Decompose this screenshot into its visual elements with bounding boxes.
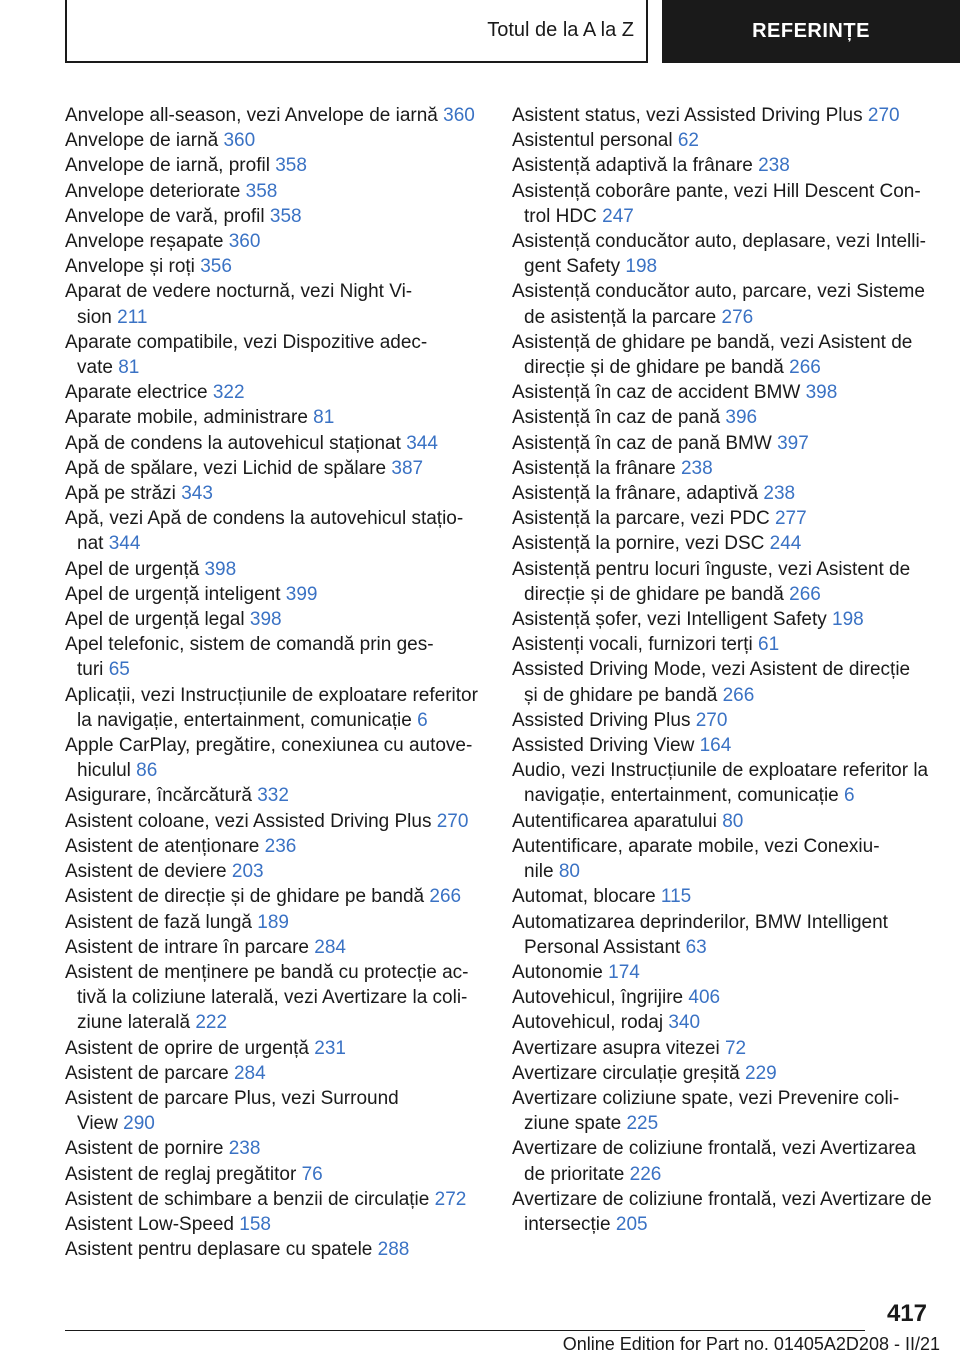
index-entry-text: Asistent pentru deplasare cu spatele — [65, 1239, 373, 1261]
page-reference-link[interactable]: 72 — [724, 1037, 747, 1059]
page-reference-link[interactable]: 343 — [181, 483, 213, 505]
index-entry-text: Asistent de intrare în parcare — [65, 936, 309, 958]
index-entry-text: Anvelope de vară, profil — [65, 205, 265, 227]
page-reference-link[interactable]: 189 — [257, 911, 289, 933]
page-reference-link[interactable]: 360 — [228, 231, 261, 253]
page-reference-link[interactable]: 397 — [777, 432, 809, 454]
index-entry — [512, 960, 937, 985]
index-entry-text: ziune spate — [524, 1113, 622, 1135]
page-reference-link[interactable]: 247 — [602, 205, 634, 227]
index-entry — [512, 330, 937, 380]
index-entry — [512, 834, 937, 884]
index-entry-text: Asistenți vocali, furnizori terți — [512, 634, 753, 656]
page-reference-link[interactable]: 65 — [108, 659, 130, 681]
index-entry-text: Automat, blocare — [512, 886, 656, 908]
index-entry-text: și de ghidare pe bandă — [524, 684, 718, 706]
index-entry-text: Anvelope de iarnă, profil — [65, 155, 270, 177]
index-entry-text: Asistent de atenționare — [65, 835, 260, 857]
index-entry — [512, 179, 937, 229]
page-reference-link[interactable]: 81 — [118, 357, 140, 379]
index-entry-text: navigație, entertainment, comunicație — [524, 785, 839, 807]
page-reference-link[interactable]: 231 — [314, 1037, 346, 1059]
index-entry-text: Assisted Driving View — [512, 735, 695, 757]
page-reference-link[interactable]: 80 — [558, 861, 580, 883]
index-entry — [65, 1086, 477, 1136]
page-reference-link[interactable]: 360 — [223, 130, 256, 152]
index-entry-text: Anvelope all-season, vezi Anvelope de iarnă — [65, 105, 438, 126]
index-entry-text: de asistență la parcare — [524, 306, 717, 328]
chapter-title: REFERINȚE — [752, 20, 870, 42]
index-entry — [512, 1136, 937, 1186]
index-entry — [65, 1187, 477, 1212]
index-entry-text: Asistență în caz de pană BMW — [512, 432, 772, 454]
page-reference-link[interactable]: 76 — [301, 1163, 323, 1185]
page-reference-link[interactable]: 236 — [264, 835, 297, 857]
index-entry-text: Avertizare de coliziune frontală, vezi Avertizare de — [512, 1188, 932, 1210]
page-reference-link[interactable]: 344 — [406, 432, 438, 454]
page-reference-link[interactable]: 272 — [434, 1188, 467, 1210]
page-reference-link[interactable]: 164 — [699, 735, 732, 757]
page-reference-link[interactable]: 158 — [239, 1213, 271, 1235]
page-reference-link[interactable]: 277 — [774, 508, 807, 530]
page-reference-link[interactable]: 284 — [314, 936, 346, 958]
page-reference-link[interactable]: 6 — [417, 709, 428, 731]
index-entry — [65, 834, 477, 859]
page-reference-link[interactable]: 61 — [758, 634, 780, 656]
page-reference-link[interactable]: 198 — [832, 609, 864, 631]
index-entry — [65, 1136, 477, 1161]
index-entry-text: Asistent de direcție și de ghidare pe bandă — [65, 886, 425, 908]
index-entry — [65, 1162, 477, 1187]
index-entry-text: Apă de spălare, vezi Lichid de spălare — [65, 457, 387, 479]
index-entry — [65, 456, 477, 481]
index-entry-text: Asistență la frânare, adaptivă — [512, 483, 759, 505]
index-entry — [512, 632, 937, 657]
page-reference-link[interactable]: 86 — [136, 760, 158, 782]
index-entry — [65, 783, 477, 808]
index-entry-text: tivă la coliziune laterală, vezi Avertizare la coli- — [77, 987, 468, 1009]
index-entry — [512, 1061, 937, 1086]
index-entry-text: Asistență în caz de pană — [512, 407, 721, 429]
index-entry-text: Asistent de oprire de urgență — [65, 1037, 309, 1059]
index-entry-text: Assisted Driving Plus — [512, 709, 691, 731]
index-entry-text: Asistență adaptivă la frânare — [512, 155, 753, 177]
index-entry — [512, 405, 937, 430]
index-entry — [512, 531, 937, 556]
index-entry — [65, 128, 477, 153]
index-entry — [65, 935, 477, 960]
index-entry-text: Anvelope și roți — [65, 256, 195, 278]
index-entry — [512, 1010, 937, 1035]
index-entry-text: Aparat de vedere nocturnă, vezi Night Vi- — [65, 281, 413, 303]
index-entry — [512, 657, 937, 707]
index-entry — [512, 481, 937, 506]
index-entry-text: Autovehicul, îngrijire — [512, 987, 684, 1009]
index-entry — [65, 103, 477, 128]
index-entry-text: Aplicații, vezi Instrucțiunile de exploatare referitor — [65, 684, 478, 706]
page-reference-link[interactable]: 238 — [680, 457, 713, 479]
index-entry-text: Avertizare circulație greșită — [512, 1062, 740, 1084]
index-entry — [512, 1086, 937, 1136]
page-reference-link[interactable]: 358 — [245, 180, 278, 202]
page-reference-link[interactable]: 244 — [769, 533, 802, 555]
index-entry — [65, 1237, 477, 1262]
index-entry — [512, 279, 937, 329]
index-entry-text: Autovehicul, rodaj — [512, 1012, 664, 1034]
index-entry — [512, 103, 937, 128]
index-entry — [65, 431, 477, 456]
page-reference-link[interactable]: 205 — [615, 1213, 648, 1235]
index-entry-text: Asigurare, încărcătură — [65, 785, 252, 807]
index-entry — [65, 506, 477, 556]
page-reference-link[interactable]: 398 — [204, 558, 237, 580]
index-entry-text: sion — [77, 306, 112, 328]
index-entry — [65, 405, 477, 430]
index-entry — [512, 1036, 937, 1061]
index-entry-text: Asistentul personal — [512, 130, 673, 152]
index-entry — [512, 607, 937, 632]
index-entry — [65, 179, 477, 204]
index-entry — [65, 582, 477, 607]
index-entry-text: Apă, vezi Apă de condens la autovehicul stațio- — [65, 508, 464, 530]
page-reference-link[interactable]: 276 — [721, 306, 754, 328]
index-entry-text: Asistență la pornire, vezi DSC — [512, 533, 765, 555]
section-title: Totul de la A la Z — [487, 19, 634, 41]
index-entry-text: de prioritate — [524, 1163, 625, 1185]
footer-edition-text: Online Edition for Part no. 01405A2D208 - II/21 — [562, 1334, 940, 1354]
page-reference-link[interactable]: 174 — [608, 961, 640, 983]
index-entry-text: Apple CarPlay, pregătire, conexiunea cu autove- — [65, 735, 473, 757]
page-reference-link[interactable]: 356 — [200, 256, 232, 278]
index-entry-text: Apel de urgență inteligent — [65, 583, 281, 605]
index-entry-text: Apă pe străzi — [65, 483, 176, 505]
index-entry-text: Anvelope reșapate — [65, 231, 224, 253]
index-entry-text: direcție și de ghidare pe bandă — [524, 357, 784, 379]
page-reference-link[interactable]: 80 — [722, 810, 744, 832]
index-entry-text: Asistent status, vezi Assisted Driving Plus — [512, 105, 863, 126]
index-entry-text: Asistent de menținere pe bandă cu protecție ac- — [65, 961, 469, 983]
index-entry-text: nile — [524, 861, 554, 883]
index-entry-text: ziune laterală — [77, 1012, 191, 1034]
page-reference-link[interactable]: 266 — [789, 357, 821, 379]
index-entry-text: Apel de urgență — [65, 558, 200, 580]
index-entry — [512, 708, 937, 733]
index-entry — [65, 1061, 477, 1086]
index-entry-text: Apel de urgență legal — [65, 609, 245, 631]
page-reference-link[interactable]: 238 — [763, 483, 796, 505]
index-entry — [512, 910, 937, 960]
index-entry-text: direcție și de ghidare pe bandă — [524, 583, 784, 605]
index-entry-text: Apel telefonic, sistem de comandă prin ges- — [65, 634, 434, 656]
page-number: 417 — [886, 1300, 927, 1327]
index-entry — [65, 1036, 477, 1061]
page-reference-link[interactable]: 387 — [391, 457, 424, 479]
index-entry — [512, 758, 937, 808]
page-reference-link[interactable]: 284 — [233, 1062, 266, 1084]
page-reference-link[interactable]: 229 — [745, 1062, 777, 1084]
index-entry-text: hiculul — [77, 760, 131, 782]
index-entry-text: Avertizare de coliziune frontală, vezi Avertizarea — [512, 1138, 916, 1160]
index-entry-text: Autonomie — [512, 961, 603, 983]
index-entry — [65, 859, 477, 884]
index-entry — [65, 910, 477, 935]
index-entry-text: Avertizare coliziune spate, vezi Prevenire coli- — [512, 1087, 900, 1109]
page-reference-link[interactable]: 340 — [668, 1012, 701, 1034]
index-entry — [512, 1187, 937, 1237]
index-entry-text: nat — [77, 533, 104, 555]
index-entry-text: Asistență la frânare — [512, 457, 676, 479]
index-column-left — [65, 103, 477, 1262]
page-reference-link[interactable]: 198 — [625, 256, 658, 278]
page-reference-link[interactable]: 211 — [117, 306, 148, 328]
page-reference-link[interactable]: 406 — [688, 987, 721, 1009]
page-reference-link[interactable]: 63 — [685, 936, 707, 958]
page-reference-link[interactable]: 398 — [249, 609, 282, 631]
index-entry — [65, 1212, 477, 1237]
index-entry-text: Asistență conducător auto, deplasare, vezi Intelli- — [512, 231, 927, 253]
index-entry-text: Asistență la parcare, vezi PDC — [512, 508, 770, 530]
page-reference-link[interactable]: 322 — [212, 382, 245, 404]
page-reference-link[interactable]: 358 — [269, 205, 302, 227]
index-entry-text: Aparate electrice — [65, 382, 208, 404]
index-entry — [512, 884, 937, 909]
index-entry-text: vate — [77, 357, 113, 379]
page-reference-link[interactable]: 332 — [257, 785, 289, 807]
index-entry — [512, 380, 937, 405]
page-reference-link[interactable]: 62 — [677, 130, 699, 152]
index-entry — [65, 481, 477, 506]
index-entry-text: Autentificare, aparate mobile, vezi Conexiu- — [512, 835, 880, 857]
index-entry — [65, 607, 477, 632]
page-reference-link[interactable]: 238 — [758, 155, 790, 177]
index-entry — [65, 279, 477, 329]
index-entry-text: Asistență pentru locuri înguste, vezi Asistent de — [512, 558, 911, 580]
index-entry-text: Asistență conducător auto, parcare, vezi Sisteme — [512, 281, 925, 303]
index-entry-text: Asistent coloane, vezi Assisted Driving Plus — [65, 810, 432, 832]
index-entry-text: intersecție — [524, 1213, 611, 1235]
index-entry — [65, 733, 477, 783]
index-entry-text: Asistent de parcare Plus, vezi Surround — [65, 1087, 399, 1109]
page-reference-link[interactable]: 358 — [275, 155, 307, 177]
index-entry-text: trol HDC — [524, 205, 597, 227]
page-reference-link[interactable]: 290 — [123, 1113, 155, 1135]
page-reference-link[interactable]: 266 — [722, 684, 755, 706]
index-entry — [512, 733, 937, 758]
index-entry — [512, 456, 937, 481]
index-entry-text: Aparate compatibile, vezi Dispozitive adec- — [65, 331, 428, 353]
index-entry-text: Aparate mobile, administrare — [65, 407, 308, 429]
index-entry-text: Personal Assistant — [524, 936, 681, 958]
page-reference-link[interactable]: 266 — [789, 583, 821, 605]
index-entry-text: Asistent de deviere — [65, 861, 227, 883]
index-entry-text: Asistență șofer, vezi Intelligent Safety — [512, 609, 827, 631]
index-entry-text: Asistent de pornire — [65, 1138, 224, 1160]
index-entry — [65, 330, 477, 380]
index-entry — [65, 960, 477, 1036]
index-entry-text: Asistent de reglaj pregătitor — [65, 1163, 297, 1185]
page-reference-link[interactable]: 6 — [844, 785, 855, 807]
index-entry-text: Anvelope deteriorate — [65, 180, 241, 202]
page-reference-link[interactable]: 270 — [436, 810, 469, 832]
index-entry-text: gent Safety — [524, 256, 621, 278]
chapter-tab[interactable] — [662, 0, 960, 63]
index-entry-text: turi — [77, 659, 104, 681]
page-reference-link[interactable]: 115 — [660, 886, 692, 908]
index-entry — [65, 809, 477, 834]
index-entry — [512, 557, 937, 607]
index-entry-text: Assisted Driving Mode, vezi Asistent de direcție — [512, 659, 911, 681]
index-entry-text: Asistent de parcare — [65, 1062, 229, 1084]
page-reference-link[interactable]: 288 — [377, 1239, 410, 1261]
index-entry — [65, 884, 477, 909]
index-entry — [512, 431, 937, 456]
index-entry-text: Autentificarea aparatului — [512, 810, 717, 832]
index-entry-text: Asistență de ghidare pe bandă, vezi Asistent de — [512, 331, 913, 353]
index-entry — [512, 985, 937, 1010]
index-entry — [512, 128, 937, 153]
page-reference-link[interactable]: 344 — [108, 533, 141, 555]
page-reference-link[interactable]: 238 — [228, 1138, 261, 1160]
page-reference-link[interactable]: 360 — [443, 105, 475, 126]
page-reference-link[interactable]: 203 — [231, 861, 264, 883]
index-entry — [65, 254, 477, 279]
page-reference-link[interactable]: 222 — [195, 1012, 228, 1034]
index-entry-text: Asistent de fază lungă — [65, 911, 252, 933]
page-reference-link[interactable]: 81 — [313, 407, 335, 429]
index-entry — [65, 683, 477, 733]
index-column-right — [512, 103, 937, 1237]
index-entry — [512, 506, 937, 531]
index-entry — [65, 557, 477, 582]
index-entry-text: View — [77, 1113, 118, 1135]
index-entry — [512, 153, 937, 178]
index-entry — [65, 632, 477, 682]
page-reference-link[interactable]: 398 — [805, 382, 838, 404]
index-entry — [65, 380, 477, 405]
index-entry — [65, 204, 477, 229]
index-entry-text: Asistență în caz de accident BMW — [512, 382, 801, 404]
page-reference-link[interactable]: 270 — [695, 709, 728, 731]
index-entry-text: Anvelope de iarnă — [65, 130, 219, 152]
index-entry — [512, 229, 937, 279]
footer-divider — [65, 1330, 865, 1331]
index-entry — [65, 153, 477, 178]
index-entry-text: Avertizare asupra vitezei — [512, 1037, 720, 1059]
index-entry — [65, 229, 477, 254]
page-reference-link[interactable]: 225 — [626, 1113, 659, 1135]
page-reference-link[interactable]: 270 — [867, 105, 900, 126]
index-entry-text: la navigație, entertainment, comunicație — [77, 709, 412, 731]
section-title-tab — [65, 0, 648, 63]
index-entry-text: Asistență coborâre pante, vezi Hill Descent Con- — [512, 180, 921, 202]
page-reference-link[interactable]: 399 — [285, 583, 318, 605]
index-entry-text: Automatizarea deprinderilor, BMW Intelligent — [512, 911, 888, 933]
page-reference-link[interactable]: 266 — [429, 886, 462, 908]
index-entry-text: Asistent de schimbare a benzii de circulație — [65, 1188, 430, 1210]
page-reference-link[interactable]: 226 — [629, 1163, 662, 1185]
index-entry-text: Asistent Low-Speed — [65, 1213, 234, 1235]
index-entry-text: Audio, vezi Instrucțiunile de exploatare referitor la — [512, 760, 929, 782]
index-entry — [512, 809, 937, 834]
page-reference-link[interactable]: 396 — [725, 407, 758, 429]
index-entry-text: Apă de condens la autovehicul staționat — [65, 432, 401, 454]
